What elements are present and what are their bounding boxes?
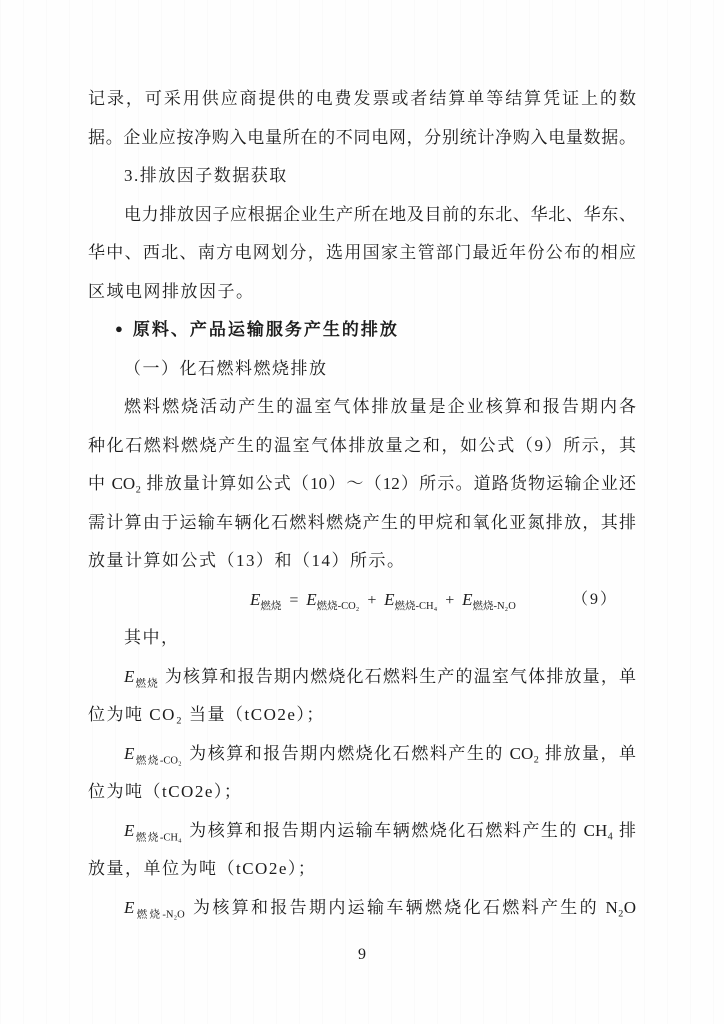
bullet-icon: ●: [115, 321, 125, 336]
formula-9: [88, 581, 636, 620]
equation-number: （9）: [571, 590, 618, 608]
variable-e-combustion: $E_{燃烧}$: [124, 666, 159, 689]
doc-line: $E_{燃烧-CO_2}$ 为核算和报告期内燃烧化石燃料产生的 CO₂ 排放量，单: [124, 743, 636, 766]
variable-e-combustion-co2: $E_{燃烧-CO_2}$: [306, 589, 360, 612]
subsection-heading: 3.排放因子数据获取: [124, 166, 288, 185]
variable-e-combustion: $E_{燃烧}$: [250, 589, 282, 612]
subsection-heading: （一）化石燃料燃烧排放: [124, 358, 328, 378]
doc-line: 其中，: [124, 628, 180, 647]
section-heading: [88, 311, 636, 350]
doc-line: 中 CO₂ 排放量计算如公式（10）～（12）所示。道路货物运输企业还: [88, 474, 636, 493]
doc-line: $E_{燃烧}$ 为核算和报告期内燃烧化石燃料生产的温室气体排放量，单: [124, 666, 637, 689]
doc-line: 放量，单位为吨（tCO2e）；: [88, 859, 317, 878]
doc-line: 区域电网排放因子。: [88, 281, 255, 301]
doc-line: 记录，可采用供应商提供的电费发票或者结算单等结算凭证上的数: [88, 89, 636, 108]
doc-line: $E_{燃烧-CH_4}$ 为核算和报告期内运输车辆燃烧化石燃料产生的 CH₄ 排: [124, 820, 636, 843]
plus-sign: +: [444, 591, 456, 609]
doc-line: 华中、西北、南方电网划分，选用国家主管部门最近年份公布的相应: [88, 243, 636, 262]
doc-line: $E_{燃烧-N_2O}$ 为核算和报告期内运输车辆燃烧化石燃料产生的 N₂O: [124, 897, 636, 920]
doc-line: 位为吨（tCO2e）；: [88, 782, 243, 801]
doc-line: 种化石燃料燃烧产生的温室气体排放量之和，如公式（9）所示，其: [88, 435, 636, 455]
section-heading-label: 原料、产品运输服务产生的排放: [132, 320, 399, 339]
doc-line: 据。企业应按净购入电量所在的不同电网，分别统计净购入电量数据。: [88, 127, 636, 147]
plus-sign: +: [366, 591, 378, 609]
variable-e-combustion-ch4: $E_{燃烧-CH_4}$: [124, 820, 182, 843]
equals-sign: =: [288, 591, 300, 609]
doc-line: 燃料燃烧活动产生的温室气体排放量是企业核算和报告期内各: [124, 397, 636, 416]
variable-e-combustion-n2o: $E_{燃烧-N_2O}$: [124, 897, 185, 920]
document-body: [88, 80, 636, 927]
doc-line: 电力排放因子应根据企业生产所在地及目前的东北、华北、华东、: [124, 204, 636, 224]
doc-line: 需计算由于运输车辆化石燃料燃烧产生的甲烷和氧化亚氮排放，其排: [88, 512, 636, 532]
variable-e-combustion-n2o: $E_{燃烧-N_2O}$: [462, 589, 516, 612]
doc-line: 位为吨 CO₂ 当量（tCO2e）；: [88, 705, 325, 724]
doc-line: 放量计算如公式（13）和（14）所示。: [88, 551, 406, 570]
page-number: 9: [358, 946, 366, 963]
variable-e-combustion-co2: $E_{燃烧-CO_2}$: [124, 743, 182, 766]
variable-e-combustion-ch4: $E_{燃烧-CH_4}$: [384, 589, 438, 612]
